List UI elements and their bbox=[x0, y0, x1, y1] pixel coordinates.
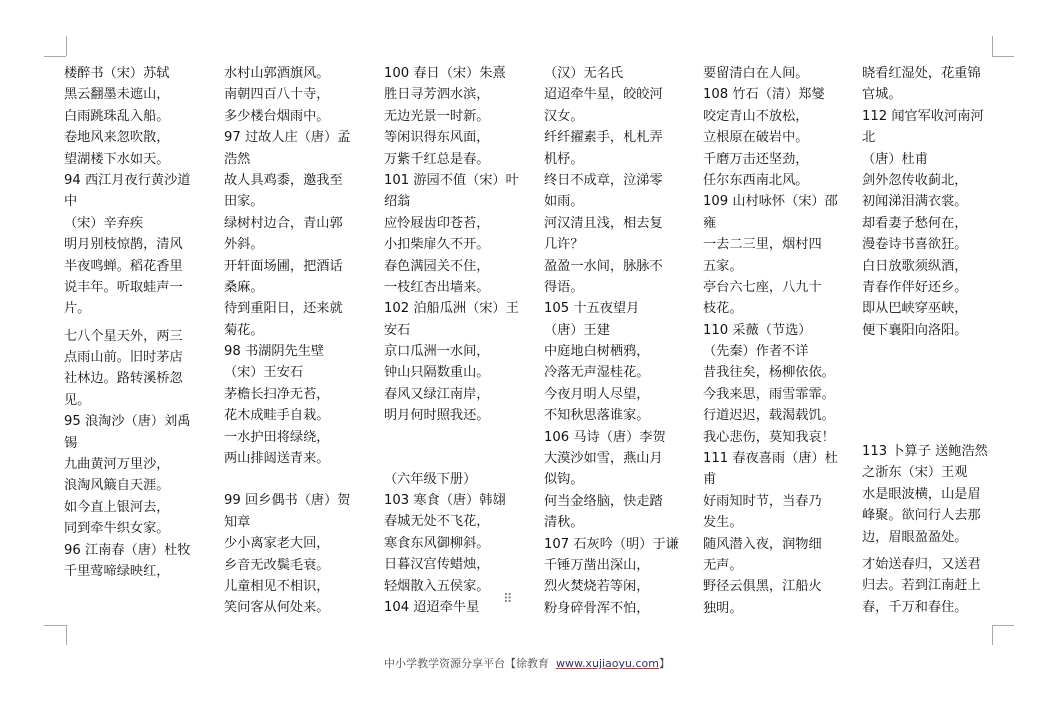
text-line: 春，千万和春住。 bbox=[862, 599, 968, 615]
text-line: 官城。 bbox=[862, 87, 902, 103]
crop-mark-bottom-right-v bbox=[992, 625, 993, 645]
text-line: 峰聚。欲问行人去那 bbox=[862, 508, 981, 524]
text-line: 亭台六七座，八九十 bbox=[703, 279, 822, 295]
text-line: 盈盈一水间，脉脉不 bbox=[544, 258, 663, 274]
text-line: 漫卷诗书喜欲狂。 bbox=[862, 237, 968, 253]
text-line: 得语。 bbox=[544, 279, 584, 295]
text-line: 春城无处不飞花， bbox=[384, 514, 490, 530]
text-line: 田家。 bbox=[224, 194, 264, 210]
poem-title: 中 bbox=[64, 194, 78, 210]
poem-title: 96 江南春（唐）杜牧 bbox=[64, 542, 191, 558]
text-line: 迢迢牵牛星，皎皎河 bbox=[544, 87, 663, 103]
poem-title: 绍翁 bbox=[384, 194, 411, 210]
text-line: 白日放歌须纵酒， bbox=[862, 258, 968, 274]
poem-author: （宋）王安石 bbox=[224, 365, 304, 381]
text-line: 无声。 bbox=[703, 557, 743, 573]
text-line: 菊花。 bbox=[224, 322, 264, 338]
poem-title: 104 迢迢牵牛星 bbox=[384, 599, 480, 615]
text-line: 轻烟散入五侯家。 bbox=[384, 578, 490, 594]
text-line: 笑问客从何处来。 bbox=[224, 600, 330, 616]
text-line: 几许？ bbox=[544, 237, 584, 253]
text-line: 大漠沙如雪，燕山月 bbox=[544, 451, 663, 467]
poem-author: （宋）辛弃疾 bbox=[64, 215, 144, 231]
text-line: 如雨。 bbox=[544, 194, 584, 210]
text-line: 南朝四百八十寺， bbox=[224, 87, 330, 103]
text-line: 终日不成章，泣涕零 bbox=[544, 172, 663, 188]
text-line: 同到牵牛织女家。 bbox=[64, 521, 170, 537]
text-line: 好雨知时节，当春乃 bbox=[703, 493, 822, 509]
text-column-4 bbox=[544, 63, 682, 619]
text-line: 钟山只隔数重山。 bbox=[384, 365, 490, 381]
section-heading: （六年级下册） bbox=[384, 471, 477, 487]
text-line: 多少楼台烟雨中。 bbox=[224, 108, 330, 124]
text-line: 河汉清且浅，相去复 bbox=[544, 215, 663, 231]
text-column-6 bbox=[862, 63, 1000, 618]
crop-mark-top-left-h bbox=[44, 56, 66, 57]
text-line: 如今直上银河去， bbox=[64, 499, 170, 515]
poem-title: 知章 bbox=[224, 514, 251, 530]
text-line: 开轩面场圃，把酒话 bbox=[224, 258, 343, 274]
text-line: 一水护田将绿绕， bbox=[224, 429, 330, 445]
poem-title: 100 春日（宋）朱熹 bbox=[384, 66, 506, 81]
text-line: 日暮汉宫传蜡烛， bbox=[384, 557, 490, 573]
text-line: 七八个星天外，两三 bbox=[64, 328, 183, 344]
text-line: 似钩。 bbox=[544, 472, 584, 488]
poem-title: 安石 bbox=[384, 322, 411, 338]
footer-close: 】 bbox=[659, 657, 670, 670]
text-line: 五家。 bbox=[703, 258, 743, 274]
text-line: 随风潜入夜，润物细 bbox=[703, 536, 822, 552]
poem-title: 106 马诗（唐）李贺 bbox=[544, 429, 666, 445]
poem-title: 111 春夜喜雨（唐）杜 bbox=[703, 451, 838, 467]
text-line: 水村山郭酒旗风。 bbox=[224, 66, 330, 81]
text-line: 何当金络脑，快走踏 bbox=[544, 493, 663, 509]
text-line: 一枝红杏出墙来。 bbox=[384, 279, 490, 295]
poem-title: 108 竹石（清）郑燮 bbox=[703, 87, 825, 103]
text-line: 应怜屐齿印苍苔， bbox=[384, 215, 490, 231]
text-line: 独明。 bbox=[703, 600, 743, 616]
text-line: 青春作伴好还乡。 bbox=[862, 279, 968, 295]
text-line: 明月别枝惊鹊，清风 bbox=[64, 237, 183, 253]
text-line: 绿树村边合，青山郭 bbox=[224, 215, 343, 231]
text-column-2 bbox=[224, 63, 362, 619]
poem-title: 107 石灰吟（明）于谦 bbox=[544, 536, 679, 552]
poem-title: 甫 bbox=[703, 472, 717, 488]
poem-title: 113 卜算子 送鲍浩然 bbox=[862, 444, 988, 460]
drag-handle-icon[interactable]: ⠿ bbox=[503, 592, 512, 607]
text-line: 一去二三里，烟村四 bbox=[703, 237, 822, 253]
text-line: 少小离家老大回， bbox=[224, 536, 330, 552]
text-column-5 bbox=[703, 63, 841, 619]
text-line: 卷地风来忽吹散， bbox=[64, 130, 170, 146]
text-line: 花木成畦手自栽。 bbox=[224, 408, 330, 424]
text-line: 楼醉书（宋）苏轼 bbox=[64, 66, 170, 81]
poem-title: 北 bbox=[862, 130, 876, 146]
text-line: 烈火焚烧若等闲， bbox=[544, 579, 650, 595]
text-line: 汉女。 bbox=[544, 108, 584, 124]
poem-author: （唐）杜甫 bbox=[862, 151, 928, 167]
text-line: 咬定青山不放松， bbox=[703, 108, 809, 124]
poem-title: 102 泊船瓜洲（宋）王 bbox=[384, 301, 519, 317]
poem-title: 之浙东（宋）王观 bbox=[862, 465, 968, 481]
text-line: 不知秋思落谁家。 bbox=[544, 408, 650, 424]
text-line: 儿童相见不相识， bbox=[224, 578, 330, 594]
text-line: 粉身碎骨浑不怕， bbox=[544, 600, 650, 616]
poem-author: （先秦）作者不详 bbox=[703, 344, 809, 360]
text-line: 边，眉眼盈盈处。 bbox=[862, 529, 968, 545]
poem-title: 105 十五夜望月 bbox=[544, 301, 640, 317]
poem-title: 98 书湖阴先生壁 bbox=[224, 344, 325, 360]
footer-site-link[interactable]: www.xujiaoyu.com bbox=[555, 657, 659, 670]
text-line: 社林边。路转溪桥忽 bbox=[64, 371, 183, 387]
text-line: 浪淘风簸自天涯。 bbox=[64, 478, 170, 494]
text-line: 初闻涕泪满衣裳。 bbox=[862, 194, 968, 210]
poem-title: 锡 bbox=[64, 435, 78, 451]
text-line: 待到重阳日，还来就 bbox=[224, 301, 343, 317]
text-line: 白雨跳珠乱入船。 bbox=[64, 108, 170, 124]
poem-author: （唐）王建 bbox=[544, 322, 610, 338]
text-line: 黑云翻墨未遮山， bbox=[64, 87, 170, 103]
text-line: 今夜月明人尽望， bbox=[544, 386, 650, 402]
text-line: 望湖楼下水如天。 bbox=[64, 151, 170, 167]
text-line: 野径云俱黑，江船火 bbox=[703, 579, 822, 595]
text-line: 茅檐长扫净无苔， bbox=[224, 386, 330, 402]
poem-title: 95 浪淘沙（唐）刘禹 bbox=[64, 414, 191, 430]
text-line: 片。 bbox=[64, 301, 91, 317]
poem-author: （汉）无名氏 bbox=[544, 66, 624, 81]
crop-mark-bottom-left-v bbox=[66, 625, 67, 645]
text-line: 剑外忽传收蓟北， bbox=[862, 172, 968, 188]
poem-title: 97 过故人庄（唐）孟 bbox=[224, 130, 351, 146]
text-line: 明月何时照我还。 bbox=[384, 408, 490, 424]
text-line: 千磨万击还坚劲， bbox=[703, 151, 809, 167]
text-line: 便下襄阳向洛阳。 bbox=[862, 322, 968, 338]
poem-title: 112 闻官军收河南河 bbox=[862, 108, 984, 124]
text-line: 千里莺啼绿映红， bbox=[64, 563, 170, 579]
text-line: 任尔东西南北风。 bbox=[703, 172, 809, 188]
text-line: 千锤万凿出深山， bbox=[544, 557, 650, 573]
text-line: 外斜。 bbox=[224, 237, 264, 253]
text-line: 纤纤擢素手，札札弄 bbox=[544, 130, 663, 146]
text-column-3 bbox=[384, 63, 522, 618]
text-line: 乡音无改鬓毛衰。 bbox=[224, 557, 330, 573]
poem-title: 101 游园不值（宋）叶 bbox=[384, 172, 519, 188]
text-line: 机杼。 bbox=[544, 151, 584, 167]
poem-title: 雍 bbox=[703, 215, 717, 231]
text-line: 今我来思，雨雪霏霏。 bbox=[703, 386, 835, 402]
text-line: 寒食东风御柳斜。 bbox=[384, 535, 490, 551]
text-line: 无边光景一时新。 bbox=[384, 108, 490, 124]
text-line: 春色满园关不住， bbox=[384, 258, 490, 274]
text-line: 点雨山前。旧时茅店 bbox=[64, 350, 183, 366]
text-line: 我心悲伤，莫知我哀！ bbox=[703, 429, 835, 445]
text-line: 清秋。 bbox=[544, 515, 584, 531]
text-line: 半夜鸣蝉。稻花香里 bbox=[64, 258, 183, 274]
poem-title: 109 山村咏怀（宋）邵 bbox=[703, 194, 838, 210]
text-line: 等闲识得东风面， bbox=[384, 130, 490, 146]
text-line: 晓看红湿处，花重锦 bbox=[862, 66, 981, 81]
crop-mark-bottom-left-h bbox=[44, 625, 66, 626]
text-line: 立根原在破岩中。 bbox=[703, 130, 809, 146]
crop-mark-top-right-v bbox=[992, 36, 993, 56]
crop-mark-top-right-h bbox=[992, 56, 1014, 57]
text-line: 京口瓜洲一水间， bbox=[384, 344, 490, 360]
text-line: 见。 bbox=[64, 392, 91, 408]
text-line: 要留清白在人间。 bbox=[703, 66, 809, 81]
text-line: 两山排闼送青来。 bbox=[224, 451, 330, 467]
text-line: 昔我往矣，杨柳依依。 bbox=[703, 365, 835, 381]
text-line: 水是眼波横，山是眉 bbox=[862, 486, 981, 502]
poem-title: 110 采薇（节选） bbox=[703, 322, 812, 338]
poem-title: 99 回乡偶书（唐）贺 bbox=[224, 493, 351, 509]
text-line: 桑麻。 bbox=[224, 279, 264, 295]
text-line: 发生。 bbox=[703, 515, 743, 531]
text-line: 归去。若到江南赶上 bbox=[862, 578, 981, 594]
text-line: 才始送春归，又送君 bbox=[862, 557, 981, 573]
text-line: 枝花。 bbox=[703, 301, 743, 317]
text-line: 中庭地白树栖鸦， bbox=[544, 344, 650, 360]
text-line: 即从巴峡穿巫峡， bbox=[862, 301, 968, 317]
text-column-1 bbox=[64, 63, 202, 582]
crop-mark-top-left-v bbox=[66, 36, 67, 56]
poem-title: 浩然 bbox=[224, 151, 251, 167]
text-line: 却看妻子愁何在， bbox=[862, 215, 968, 231]
text-line: 故人具鸡黍，邀我至 bbox=[224, 172, 343, 188]
text-line: 说丰年。听取蛙声一 bbox=[64, 279, 183, 295]
footer-platform: 中小学教学资源分享平台【徐教育 bbox=[383, 657, 549, 670]
page-footer bbox=[0, 655, 1054, 671]
text-line: 冷落无声湿桂花。 bbox=[544, 365, 650, 381]
poem-title: 94 西江月夜行黄沙道 bbox=[64, 172, 191, 188]
text-line: 春风又绿江南岸， bbox=[384, 386, 490, 402]
text-line: 九曲黄河万里沙， bbox=[64, 457, 170, 473]
text-line: 胜日寻芳泗水滨， bbox=[384, 87, 490, 103]
text-line: 行道迟迟，载渴载饥。 bbox=[703, 408, 835, 424]
text-line: 万紫千红总是春。 bbox=[384, 151, 490, 167]
text-line: 小扣柴扉久不开。 bbox=[384, 237, 490, 253]
crop-mark-bottom-right-h bbox=[992, 625, 1014, 626]
poem-title: 103 寒食（唐）韩翃 bbox=[384, 493, 506, 509]
